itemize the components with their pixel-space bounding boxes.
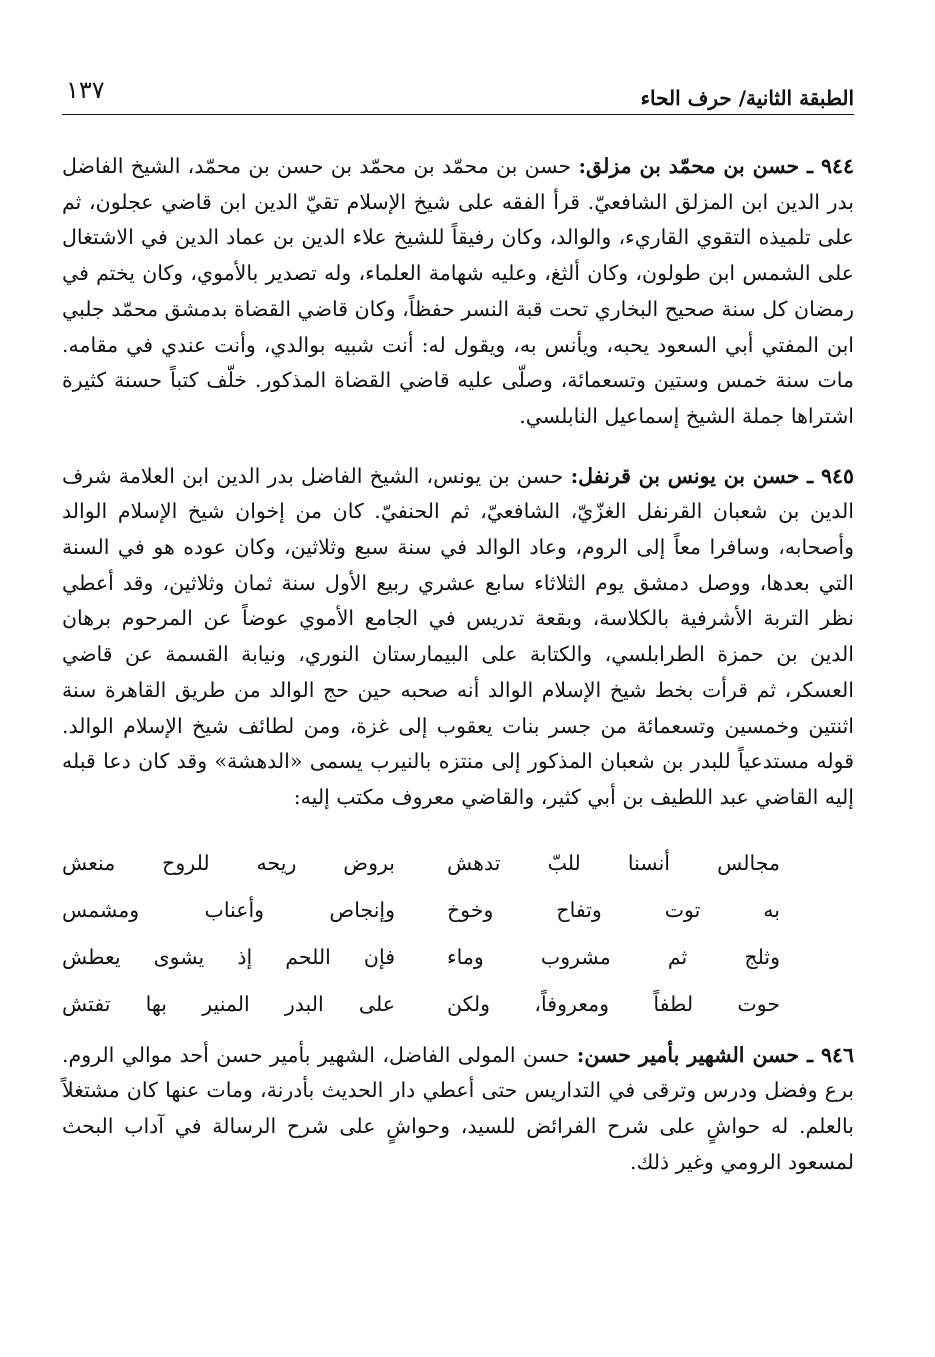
entry-944-text: حسن بن محمّد بن محمّد بن حسن بن محمّد، الشيخ الفاضل بدر الدين ابن المزلق الشافعيّ. قرأ الفقه على شيخ الإسلام تقيّ الدين ابن قاضي عجلون، ثم على تلميذه التقوي القاريء، والوالد، وكان رفيقاً للشيخ علاء الدين بن عماد الدين في الاشتغال على الشمس ابن طولون، وكان ألثغ، وعليه شهامة العلماء، وله تصدير بالأموي، وكان يختم في رمضان كل سنة صحيح البخاري تحت قبة النسر حفظاً، وكان قاضي القضاة بدمشق محمّد جلبي ابن المفتي أبي السعود يحبه، ويأنس به، ويقول له: أنت شبيه بوالدي، وأنت عندي في مقامه. مات سنة خمس وستين وتسعمائة، وصلّى عليه قاضي القضاة المذكور. خلّف كتباً حسنة كثيرة اشتراها جملة الشيخ إسماعيل النابلسي. <box>62 154 854 428</box>
poem <box>62 840 854 1028</box>
entry-946-text: حسن المولى الفاضل، الشهير بأمير حسن أحد موالي الروم. برع وفضل ودرس وترقى في التداريس حتى أعطي دار الحديث بأدرنة، ومات عنها كان مشتغلاً بالعلم. له حواشٍ على شرح الفرائض للسيد، وحواشٍ على شرح الرسالة في آداب البحث لمسعود الرومي وغير ذلك. <box>62 1042 854 1174</box>
poem-second-hemistich: وإنجاص وأعناب ومشمس <box>62 898 395 923</box>
page-header <box>62 70 854 115</box>
poem-second-hemistich: بروض ريحه للروح منعش <box>62 851 395 876</box>
poem-first-hemistich: حوت لطفاً ومعروفاً، ولكن <box>447 992 780 1017</box>
poem-second-hemistich: على البدر المنير بها تفتش <box>62 992 395 1017</box>
poem-verse <box>62 934 854 981</box>
poem-verse <box>62 981 854 1028</box>
poem-verse <box>62 840 854 887</box>
entry-945-heading: ٩٤٥ ـ حسن بن يونس بن قرنفل: <box>570 463 854 488</box>
entry-946-heading: ٩٤٦ ـ حسن الشهير بأمير حسن: <box>576 1042 855 1067</box>
running-head: الطبقة الثانية/ حرف الحاء <box>640 86 854 110</box>
entry-945 <box>62 459 854 816</box>
poem-first-hemistich: مجالس أنسنا للبّ تدهش <box>447 851 780 876</box>
entry-944 <box>62 149 854 435</box>
book-page <box>62 70 854 1180</box>
poem-first-hemistich: وثلج ثم مشروب وماء <box>447 945 780 970</box>
entry-945-text: حسن بن يونس، الشيخ الفاضل بدر الدين ابن العلامة شرف الدين بن شعبان القرنفل الغزّيّ، الشافعيّ، ثم الحنفيّ. كان من إخوان شيخ الإسلام الوالد وأصحابه، وسافرا معاً إلى الروم، وعاد الوالد في سنة سبع وثلاثين، وكان عوده هو في السنة التي بعدها، ووصل دمشق يوم الثلاثاء سابع عشري ربيع الأول سنة ثمان وثلاثين، وقد أعطي نظر التربة الأشرفية بالكلاسة، وبقعة تدريس في الجامع الأموي عوضاً عن المرحوم برهان الدين بن حمزة الطرابلسي، والكتابة على البيمارستان النوري، ونيابة القسمة عن قاضي العسكر، ثم قرأت بخط شيخ الإسلام الوالد أنه صحبه حين حج الوالد من طريق القاهرة سنة اثنتين وخمسين وتسعمائة من جسر بنات يعقوب إلى غزة، ومن لطائف شيخ الإسلام الوالد. قوله مستدعياً للبدر بن شعبان المذكور إلى منتزه بالنيرب يسمى «الدهشة» وقد كان دعا قبله إليه القاضي عبد اللطيف بن أبي كثير، والقاضي معروف مكتب إليه: <box>62 463 854 809</box>
poem-first-hemistich: به توت وتفاح وخوخ <box>447 898 780 923</box>
poem-verse <box>62 887 854 934</box>
page-number: ١٣٧ <box>66 76 105 104</box>
entry-946 <box>62 1038 854 1181</box>
poem-second-hemistich: فإن اللحم إذ يشوى يعطش <box>62 945 395 970</box>
entry-944-heading: ٩٤٤ ـ حسن بن محمّد بن مزلق: <box>578 154 854 178</box>
